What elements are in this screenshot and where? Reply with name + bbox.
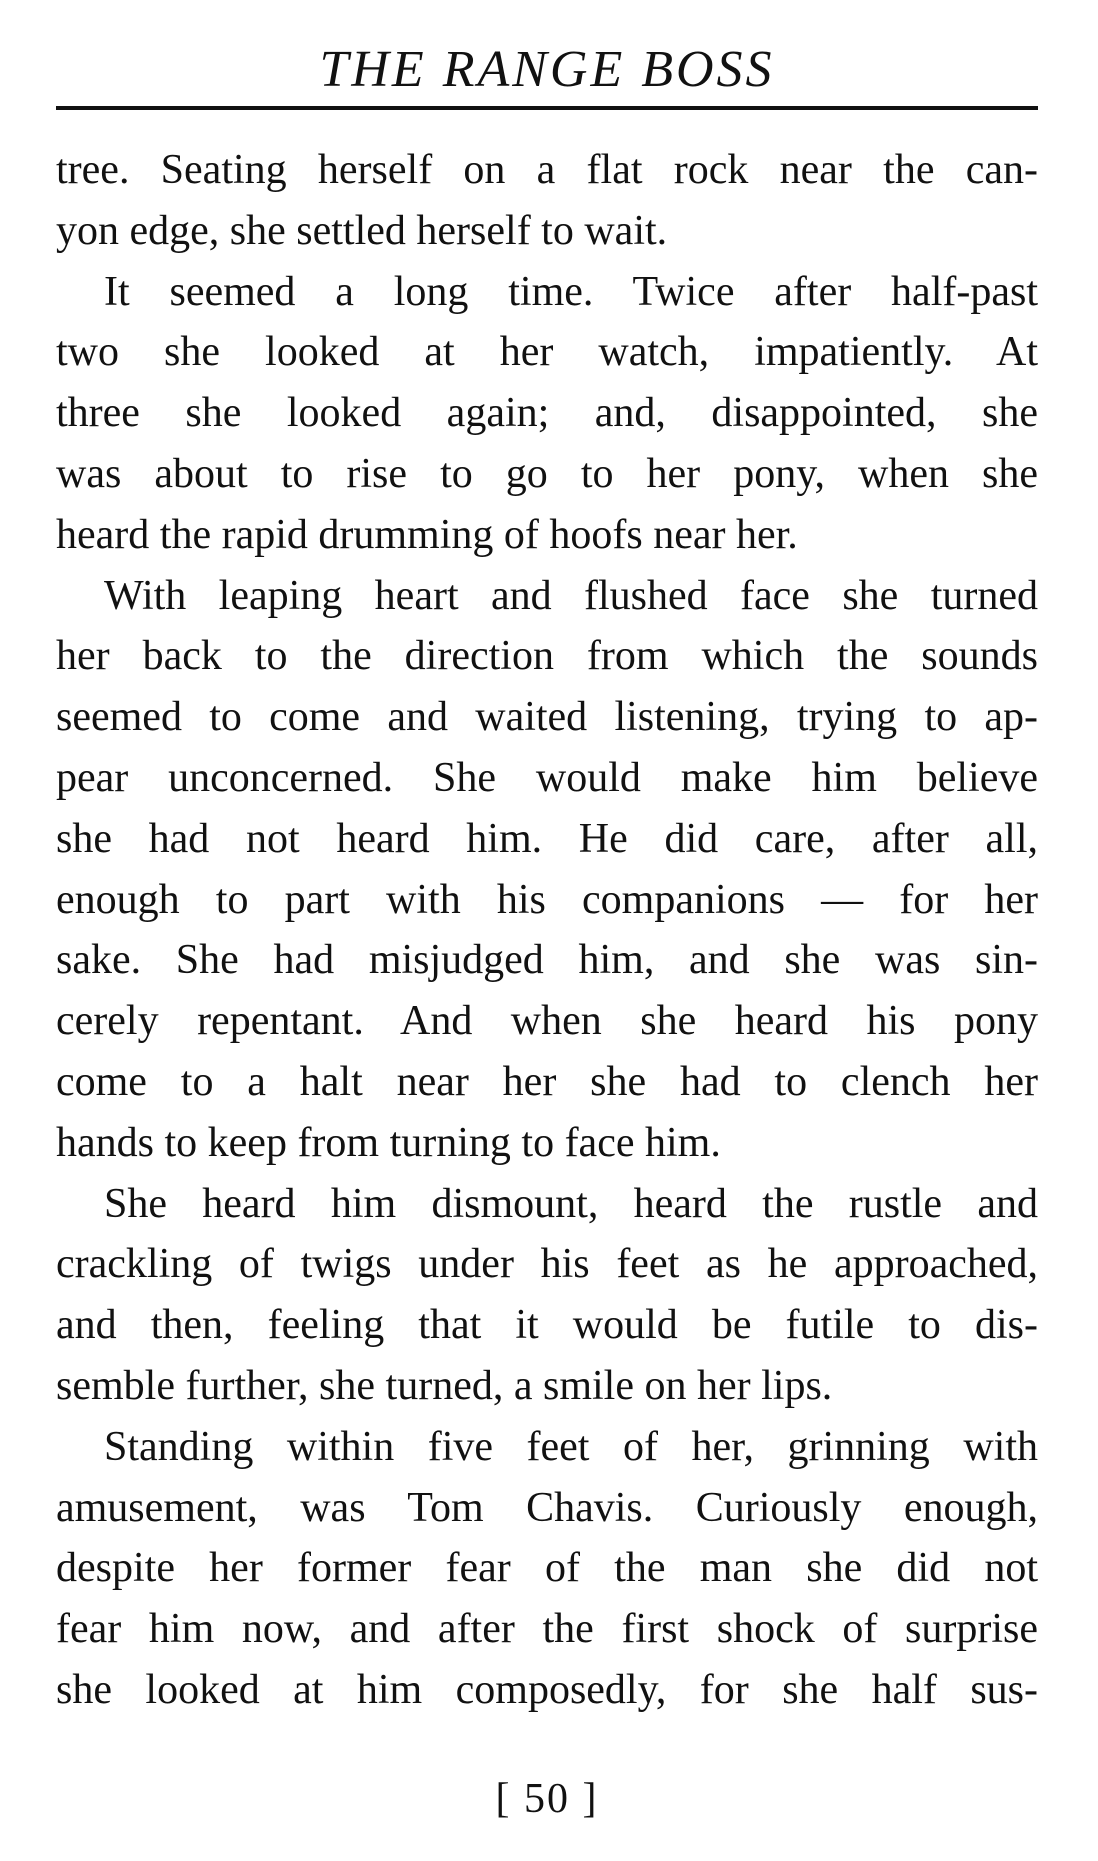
text-line: crackling of twigs under his feet as he approached, xyxy=(56,1241,1038,1288)
text-line: come to a halt near her she had to clench her xyxy=(56,1058,1038,1105)
text-line: amusement, was Tom Chavis. Curiously enough, xyxy=(56,1484,1038,1531)
text-line: her back to the direction from which the sounds xyxy=(56,633,1038,680)
text-line: was about to rise to go to her pony, when she xyxy=(56,450,1038,497)
text-line: yon edge, she settled herself to wait. xyxy=(56,207,668,254)
text-line: despite her former fear of the man she did not xyxy=(56,1545,1038,1592)
header-rule xyxy=(56,106,1038,110)
text-line: seemed to come and waited listening, trying to ap- xyxy=(56,694,1038,741)
text-line: pear unconcerned. She would make him believe xyxy=(56,754,1038,801)
text-line: and then, feeling that it would be futile to dis- xyxy=(56,1302,1038,1349)
body-text xyxy=(56,140,1038,1721)
text-line: fear him now, and after the first shock of surprise xyxy=(56,1606,1038,1653)
text-line: It seemed a long time. Twice after half-past xyxy=(104,268,1038,315)
text-line: She heard him dismount, heard the rustle and xyxy=(104,1180,1038,1227)
text-line: heard the rapid drumming of hoofs near her. xyxy=(56,511,798,558)
text-line: cerely repentant. And when she heard his pony xyxy=(56,998,1038,1045)
text-line: enough to part with his companions — for her xyxy=(56,876,1038,923)
text-line: she had not heard him. He did care, after all, xyxy=(56,815,1038,862)
text-line: tree. Seating herself on a flat rock near the can- xyxy=(56,147,1038,193)
running-head: THE RANGE BOSS xyxy=(319,41,775,98)
text-line: sake. She had misjudged him, and she was sin- xyxy=(56,937,1038,984)
paragraph xyxy=(56,1417,1038,1721)
paragraph xyxy=(56,140,1038,262)
text-line: hands to keep from turning to face him. xyxy=(56,1119,721,1166)
text-line: semble further, she turned, a smile on her lips. xyxy=(56,1362,833,1409)
paragraph xyxy=(56,566,1038,1174)
text-line: With leaping heart and flushed face she turned xyxy=(104,572,1038,619)
paragraph xyxy=(56,1174,1038,1417)
text-line: Standing within five feet of her, grinning with xyxy=(104,1423,1038,1470)
paragraph xyxy=(56,262,1038,566)
text-line: three she looked again; and, disappointed, she xyxy=(56,390,1038,437)
text-line: she looked at him composedly, for she half sus- xyxy=(56,1666,1038,1713)
book-page xyxy=(56,0,1038,1861)
text-line: two she looked at her watch, impatiently. At xyxy=(56,329,1038,376)
page-number: [ 50 ] xyxy=(495,1776,599,1822)
